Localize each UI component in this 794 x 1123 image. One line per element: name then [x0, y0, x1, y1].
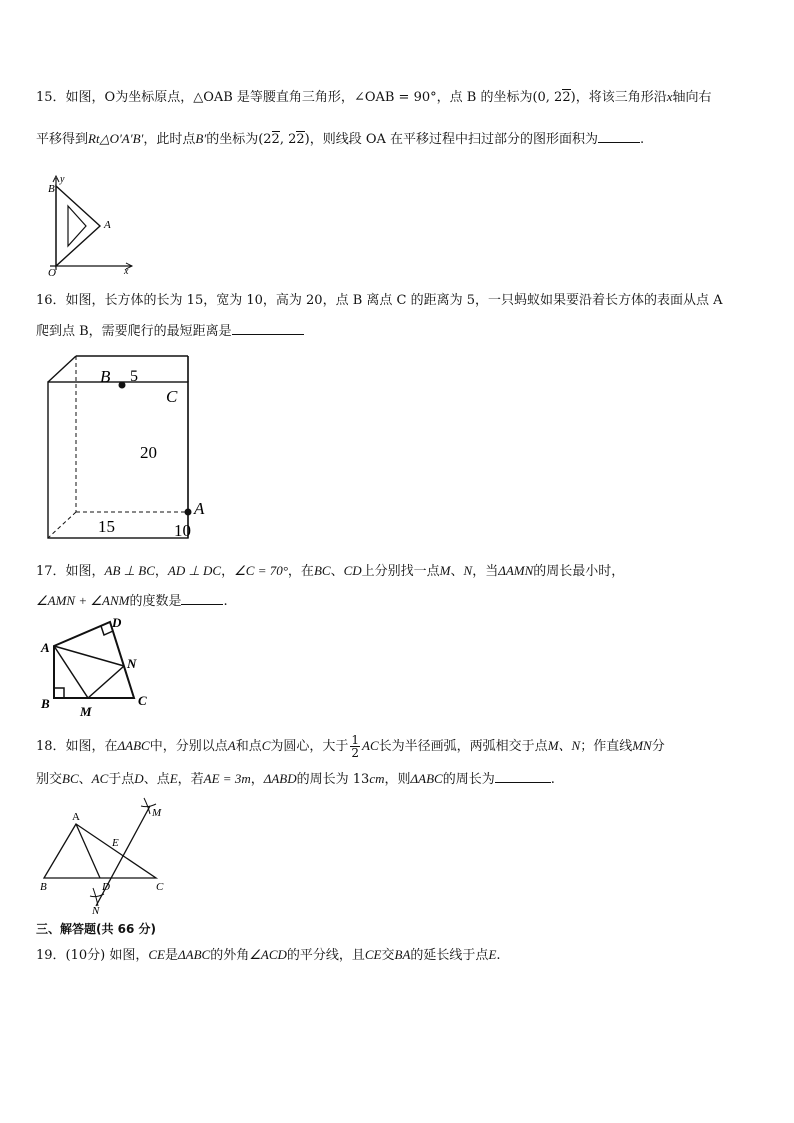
label-B: B — [41, 696, 50, 711]
q18-figure — [38, 794, 178, 916]
q17-figure — [38, 612, 168, 718]
label-A: A — [72, 811, 80, 823]
label-15: 15 — [98, 517, 115, 536]
label-B: B — [100, 367, 111, 386]
label-10: 10 — [174, 521, 191, 540]
label-y: y — [60, 174, 65, 185]
q16-line2: 爬到点 B，需要爬行的最短距离是 — [36, 322, 304, 341]
answer-blank — [232, 322, 304, 335]
q16-figure — [44, 352, 224, 542]
q17-line1: 17．如图，AB ⊥ BC，AD ⊥ DC，∠C = 70°，在BC、CD上分别找一点M、N，当ΔAMN的周长最小时， — [36, 563, 625, 579]
label-A: A — [104, 219, 111, 231]
label-B: B — [48, 183, 55, 195]
q18-line1: 18．如图，在ΔABC中，分别以点A和点C为圆心，大于 $\frac{1}{2}$ AC长为半径画弧，两弧相交于点M、N；作直线MN分 — [36, 733, 665, 760]
answer-blank — [598, 130, 640, 143]
label-C: C — [138, 693, 147, 708]
q17-line2: ∠AMN + ∠ANM的度数是 . — [36, 593, 228, 609]
label-M: M — [152, 807, 162, 819]
q15-figure — [40, 170, 140, 280]
point-B — [119, 382, 126, 389]
q15-line2: 平移得到Rt△O′A′B′，此时点B′的坐标为(22, 22)，则线段 OA 在平移过程中扫过部分的图形面积为 . — [36, 131, 645, 147]
label-5: 5 — [130, 368, 138, 385]
label-M: M — [80, 704, 92, 719]
label-A: A — [194, 499, 205, 518]
label-A: A — [41, 640, 50, 655]
label-B: B — [40, 881, 47, 893]
section-heading-3: 三、解答题(共 66 分) — [36, 922, 157, 936]
label-E: E — [112, 837, 119, 849]
label-N: N — [127, 656, 137, 671]
label-C: C — [166, 387, 178, 406]
label-O: O — [48, 267, 56, 279]
q19-line1: 19．(10分) 如图，CE是ΔABC的外角∠ACD的平分线，且CE交BA的延长线于点E. — [36, 947, 501, 963]
label-x: x — [124, 266, 129, 277]
label-D: D — [102, 881, 110, 893]
q16-line1: 16．如图，长方体的长为 15，宽为 10，高为 20，点 B 离点 C 的距离为 5，一只蚂蚁如果要沿着长方体的表面从点 A — [36, 293, 723, 308]
answer-blank — [181, 592, 223, 605]
answer-blank — [495, 770, 551, 783]
fraction-one-half: $\frac{1}{2}$ — [351, 733, 360, 760]
label-D: D — [112, 615, 122, 630]
label-20: 20 — [140, 443, 157, 462]
label-C: C — [156, 881, 164, 893]
q18-line2: 别交BC、AC于点D、点E，若AE = 3m，ΔABD的周长为 13cm，则ΔABC的周长为 . — [36, 771, 555, 787]
point-A — [185, 509, 192, 516]
label-N: N — [92, 905, 100, 917]
q15-line1: 15．如图，O为坐标原点，△OAB 是等腰直角三角形，∠OAB = 90°，点 B 的坐标为(0, 22)，将该三角形沿x轴向右 — [36, 89, 712, 105]
